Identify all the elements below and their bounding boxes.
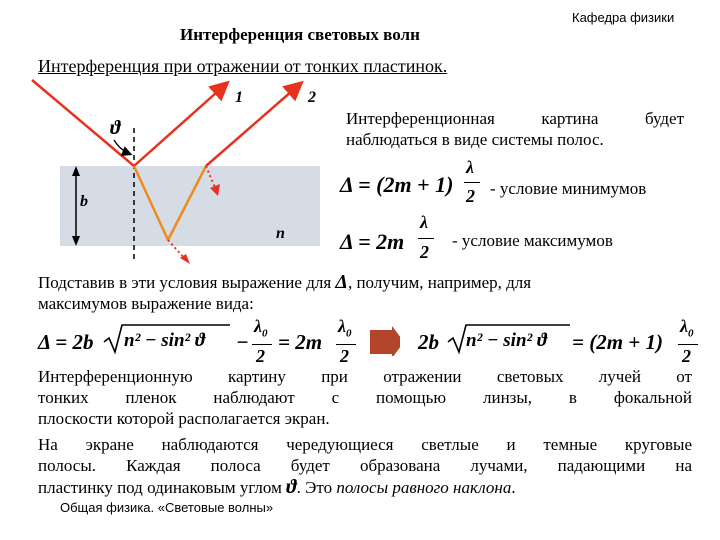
refractive-index-label: n	[276, 225, 285, 242]
thickness-label: b	[80, 193, 88, 210]
page-title: Интерференция световых волн	[180, 25, 420, 44]
interference-intro-line1: Интерференционная картина будет	[346, 109, 684, 128]
paragraph1-line2: тонких пленок наблюдают с помощью линзы, в фокальной	[38, 388, 692, 407]
max-two: 2	[420, 242, 429, 262]
implies-arrow-icon	[370, 326, 400, 356]
paragraph2-line2: полосы. Каждая полоса будет образована лучами, падающими на	[38, 456, 692, 475]
thin-film-diagram	[30, 78, 330, 268]
angle-label: ϑ	[110, 117, 121, 139]
two-b: 2	[340, 346, 349, 366]
ray-2-label: 2	[308, 89, 316, 106]
paragraph1-line1: Интерференционную картину при отражении световых лучей от	[38, 367, 692, 386]
max-fraction-bar	[418, 238, 434, 239]
fraction-bar-a	[252, 344, 272, 345]
footer-caption: Общая физика. «Световые волны»	[60, 500, 274, 515]
min-condition-label: - условие минимумов	[490, 179, 647, 198]
equal-inclination-term: полосы равного наклона	[336, 478, 512, 497]
eq-2m: = 2m	[278, 330, 323, 354]
paragraph2-line1: На экране наблюдаются чередующиеся светлые и темные круговые	[38, 435, 692, 454]
minus-sign: −	[236, 330, 249, 354]
min-fraction-bar	[464, 182, 480, 183]
two-a: 2	[256, 346, 265, 366]
sqrt-content-1: n² − sin² ϑ	[124, 330, 205, 351]
lambda0-b: $\lambda_0$	[338, 316, 352, 340]
result-eq-2m1: = (2m + 1)	[572, 330, 664, 354]
delta-symbol: Δ	[335, 271, 348, 293]
lambda0-a: $\lambda_0$	[254, 316, 268, 340]
reflected-ray-1	[134, 84, 226, 166]
page-subtitle: Интерференция при отражении от тонких пластинок.	[38, 56, 448, 76]
fraction-bar-c	[678, 344, 698, 345]
interference-intro-line2: наблюдаться в виде системы полос.	[346, 130, 604, 149]
theta-symbol: ϑ	[286, 476, 297, 498]
fraction-bar-b	[336, 344, 356, 345]
min-condition-lhs: Δ = (2m + 1)	[340, 172, 454, 197]
min-lambda: λ	[466, 157, 474, 177]
lambda0-c: $\lambda_0$	[680, 316, 694, 340]
max-condition-lhs: Δ = 2m	[340, 229, 405, 254]
max-condition-label: - условие максимумов	[452, 231, 613, 250]
substitute-line2: максимумов выражение вида:	[38, 294, 254, 313]
max-lambda: λ	[420, 212, 428, 232]
sqrt-content-2: n² − sin² ϑ	[466, 330, 547, 351]
result-2b: 2b	[418, 330, 439, 354]
reflected-ray-2	[206, 84, 300, 166]
path-difference-lhs: Δ = 2b	[38, 330, 94, 354]
min-two: 2	[466, 186, 475, 206]
department-label: Кафедра физики	[572, 10, 675, 25]
paragraph1-line3: плоскости которой располагается экран.	[38, 409, 330, 428]
two-c: 2	[682, 346, 691, 366]
ray-1-label: 1	[235, 89, 243, 106]
substitute-line1: Подставив в эти условия выражение для Δ, получим, например, для	[38, 271, 532, 293]
paragraph2-line3: пластинку под одинаковым углом ϑ. Это полосы равного наклона.	[38, 476, 516, 498]
